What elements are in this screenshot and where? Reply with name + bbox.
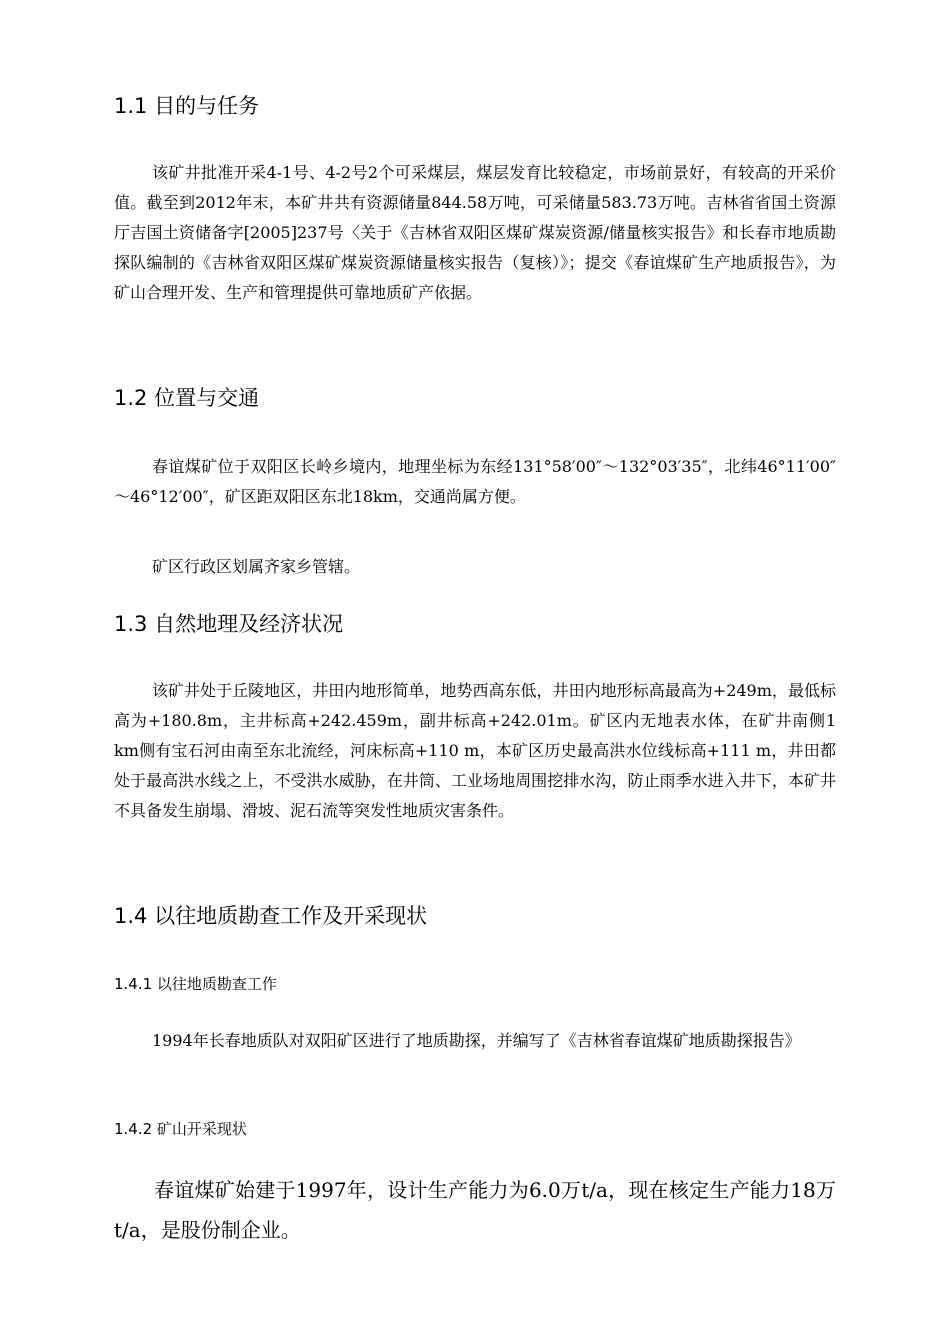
- subsection-heading-1-4-1: 1.4.1 以往地质勘查工作: [114, 975, 277, 993]
- section-paragraph-1-2-a: 春谊煤矿位于双阳区长岭乡境内，地理坐标为东经131°58′00″～132°03′35″，北纬46°11′00″～46°12′00″，矿区距双阳区东北18km，交通尚属方便。: [114, 457, 836, 506]
- subsection-paragraph-1-4-2: 春谊煤矿始建于1997年，设计生产能力为6.0万t/a，现在核定生产能力18万t/a，是股份制企业。: [114, 1178, 836, 1242]
- section-heading-1-4: 1.4 以往地质勘查工作及开采现状: [114, 904, 428, 928]
- section-paragraph-1-3: 该矿井处于丘陵地区，井田内地形简单，地势西高东低，井田内地形标高最高为+249m，最低标高为+180.8m，主井标高+242.459m，副井标高+242.01m。矿区内无地表水体，在矿井南侧1 km侧有宝石河由南至东北流经，河床标高+110 m，本矿区历史最高洪水位线标高+111 m，井田都处于最高洪水线之上，不受洪水威胁，在井筒、工业场地周围挖排水沟，防止雨季水进入井下，本矿井不具备发生崩塌、滑坡、泥石流等突发性地质灾害条件。: [114, 681, 836, 820]
- section-heading-1-1: 1.1 目的与任务: [114, 94, 260, 118]
- section-heading-1-2: 1.2 位置与交通: [114, 386, 260, 410]
- subsection-paragraph-1-4-1: 1994年长春地质队对双阳矿区进行了地质勘探，并编写了《吉林省春谊煤矿地质勘探报告》: [152, 1031, 801, 1050]
- subsection-heading-1-4-2: 1.4.2 矿山开采现状: [114, 1120, 247, 1138]
- section-paragraph-1-1: 该矿井批准开采4-1号、4-2号2个可采煤层，煤层发育比较稳定，市场前景好，有较高的开采价值。截至到2012年末，本矿井共有资源储量844.58万吨，可采储量583.73万吨。吉林省省国土资源厅吉国土资储备字[2005]237号〈关于《吉林省双阳区煤矿煤炭资源/储量核实报告》和长春市地质勘探队编制的《吉林省双阳区煤矿煤炭资源储量核实报告（复核）》；提交《春谊煤矿生产地质报告》，为矿山合理开发、生产和管理提供可靠地质矿产依据。: [114, 163, 836, 302]
- section-paragraph-1-2-b: 矿区行政区划属齐家乡管辖。: [152, 557, 361, 576]
- section-heading-1-3: 1.3 自然地理及经济状况: [114, 612, 344, 636]
